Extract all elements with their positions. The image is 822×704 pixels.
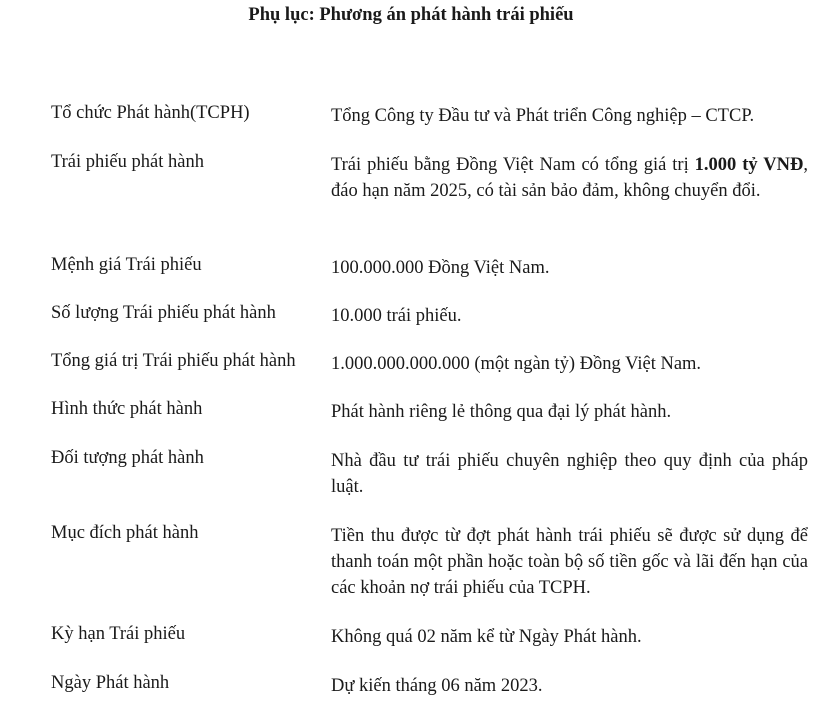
row-value: Nhà đầu tư trái phiếu chuyên nghiệp theo quy định của pháp luật. xyxy=(331,451,808,497)
row-label: Kỳ hạn Trái phiếu xyxy=(51,624,186,644)
row-value: 10.000 trái phiếu. xyxy=(331,306,462,326)
row-label: Trái phiếu phát hành xyxy=(51,152,204,172)
row-value: 1.000.000.000.000 (một ngàn tỷ) Đồng Việt Nam. xyxy=(331,354,702,374)
row-value: Không quá 02 năm kể từ Ngày Phát hành. xyxy=(331,627,642,647)
row-label: Tổng giá trị Trái phiếu phát hành xyxy=(51,351,296,371)
row-value-post: , đáo hạn năm 2025, có tài sản bảo đảm, không chuyển đổi. xyxy=(331,155,808,201)
page-title: Phụ lục: Phương án phát hành trái phiếu xyxy=(248,5,574,25)
row-value: Phát hành riêng lẻ thông qua đại lý phát hành. xyxy=(331,402,672,422)
row-label: Mục đích phát hành xyxy=(51,523,199,543)
row-label: Hình thức phát hành xyxy=(51,399,203,419)
row-label: Tổ chức Phát hành(TCPH) xyxy=(51,103,250,123)
row-value: 100.000.000 Đồng Việt Nam. xyxy=(331,258,550,278)
row-label: Mệnh giá Trái phiếu xyxy=(51,255,202,275)
row-label: Ngày Phát hành xyxy=(51,673,170,693)
row-value: Tổng Công ty Đầu tư và Phát triển Công nghiệp – CTCP. xyxy=(331,106,755,126)
row-value xyxy=(331,152,808,204)
row-label: Đối tượng phát hành xyxy=(51,448,204,468)
row-label: Số lượng Trái phiếu phát hành xyxy=(51,303,276,323)
row-value: Tiền thu được từ đợt phát hành trái phiếu sẽ được sử dụng để thanh toán một phần hoặc toàn bộ số tiền gốc và lãi đến hạn của các khoản nợ trái phiếu của TCPH. xyxy=(331,526,808,598)
row-value-bold: 1.000 tỷ VNĐ xyxy=(694,155,804,175)
row-value: Dự kiến tháng 06 năm 2023. xyxy=(331,676,543,696)
row-value-pre: Trái phiếu bằng Đồng Việt Nam có tổng giá trị xyxy=(331,155,695,175)
